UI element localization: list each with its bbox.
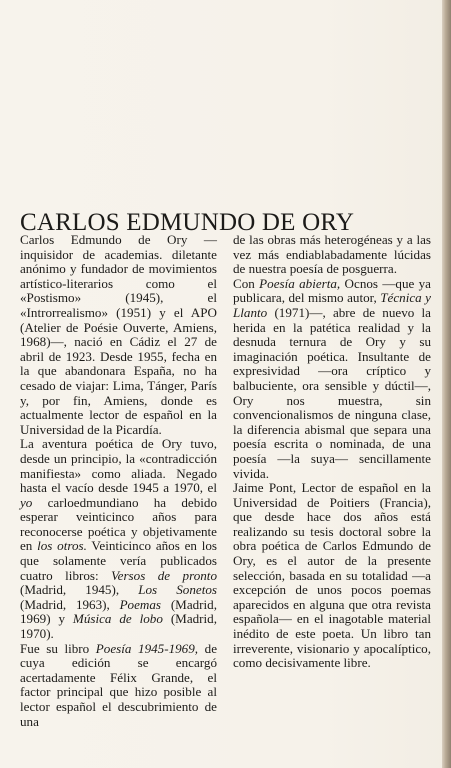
text-run: (Madrid, 1969) y: [20, 596, 217, 627]
text-run: (Madrid, 1945),: [20, 582, 120, 598]
text-run: Carlos Edmundo de Ory —inquisidor de academias. diletante anónimo y fundador de movimientos artístico-literarios como el «Postismo» (1945), el «Introrrealismo» (1951) y el APO (Atelier de Poésie Ouverte, Amiens, 1968)—, nació en Cádiz el 27 de abril de 1923. Desde 1955, fecha en la que abandonara España, no ha cesado de viajar: Lima, Tánger, París y, por fin, Amiens, donde es actualmente lector de español en la Universidad de la Picardía.: [20, 232, 217, 437]
author-title: CARLOS EDMUNDO DE ORY: [20, 208, 355, 236]
paragraph: [20, 642, 217, 730]
text-run: de cuya edición se encargó acertadamente Félix Grande, el factor principal que hizo posible al lector español el descubrimiento de una: [20, 640, 217, 729]
text-run: Fue su libro: [20, 640, 90, 656]
paragraph: [233, 277, 431, 481]
text-column-left: [20, 233, 217, 729]
page-edge-shadow: [442, 0, 451, 768]
text-run: Veinticinco años en los que solamente vería publicados cuatro libros:: [20, 538, 217, 583]
italic-run: yo: [20, 494, 33, 510]
text-column-right: [233, 233, 431, 671]
paragraph: [20, 437, 217, 641]
book-title: Técnica y Llanto: [233, 290, 431, 320]
text-run: (Madrid, 1963),: [20, 596, 110, 612]
text-run: de las obras más heterogéneas y a las vez más endiablabadamente lúcidas de nuestra poesía de posguerra.: [233, 232, 431, 277]
paragraph: [20, 233, 217, 437]
text-run: Ocnos —que ya publicara, del mismo autor,: [233, 275, 431, 306]
italic-run: los otros.: [37, 538, 87, 554]
text-run: La aventura poética de Ory tuvo, desde un principio, la «contradicción manifiesta» como aliada. Negado hasta el vacío desde 1945 a 1970, el: [20, 436, 217, 496]
book-title: Música de lobo: [72, 611, 163, 627]
text-run: (Madrid, 1970).: [20, 611, 217, 642]
book-title: Versos de pronto: [111, 567, 217, 583]
book-title: Poemas: [119, 596, 162, 612]
paragraph: [233, 233, 431, 277]
text-run: (1971)—, abre de nuevo la herida en la patética realidad y la desnuda ternura de Ory y su imaginación poética. Insultante de expresividad —ora críptico y balbuciente, ora sensible y dúctil—, Ory nos muestra, sin convencionalismos de ninguna clase, la diferencia abismal que separa una poesía escrita o nominada, de una poesía —la suya— sencillamente vivida.: [233, 304, 431, 481]
text-run: Con: [233, 275, 255, 291]
text-run: Jaime Pont, Lector de español en la Universidad de Poitiers (Francia), que desde hace dos años está realizando su tesis doctoral sobre la obra poética de Carlos Edmundo de Ory, es el autor de la presente selección, basada en su totalidad —a excepción de unos pocos poemas aparecidos en alguna que otra revista española— en el inagotable material inédito de este poeta. Un libro tan irreverente, visionario y apocalíptico, como decisivamente libre.: [233, 480, 431, 671]
book-title: Los Sonetos: [138, 582, 217, 598]
text-run: carloedmundiano ha debido esperar veinticinco años para reconocerse poética y objetivamente en: [20, 494, 217, 554]
book-title: Poesía abierta,: [259, 275, 341, 291]
book-title: Poesía 1945-1969,: [95, 640, 199, 656]
paragraph: [233, 481, 431, 671]
